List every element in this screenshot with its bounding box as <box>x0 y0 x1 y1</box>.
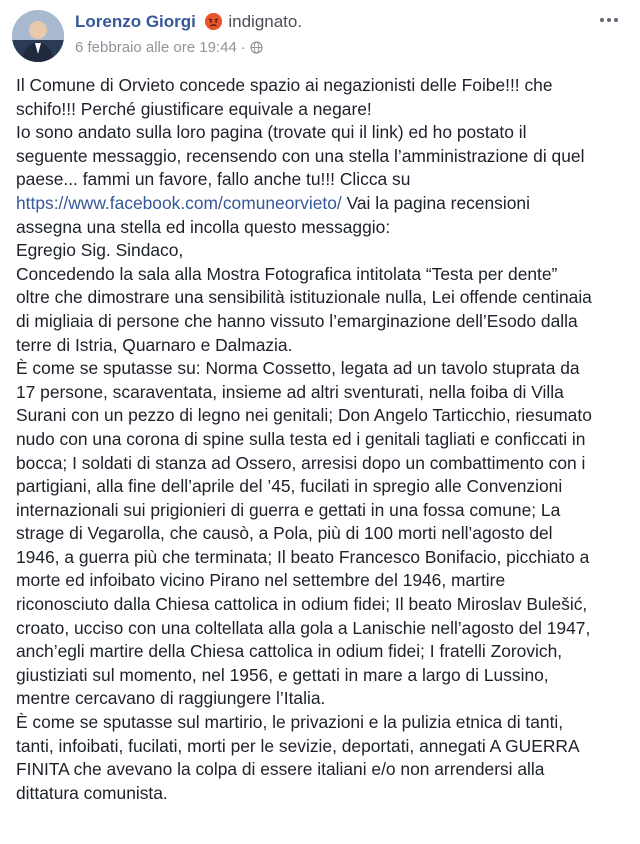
post-meta <box>75 39 263 56</box>
post-line: dittatura comunista. <box>16 782 168 803</box>
post-line: oltre che dimostrare una sensibilità istituzionale nulla, Lei offende centinaia <box>16 287 592 308</box>
post-line: assegna una stella ed incolla questo messaggio: <box>16 216 391 237</box>
author-line <box>75 12 302 32</box>
post-line: anch’egli martire della Chiesa cattolica in odium fidei; I fratelli Zorovich, <box>16 641 563 662</box>
post-line: morte ed infoibato vicino Pirano nel settembre del 1946, martire <box>16 570 506 591</box>
post-line: partigiani, alla fine dell’aprile del ’45, fucilati in spregio alle Convenzioni <box>16 476 563 497</box>
post-line: seguente messaggio, recensendo con una stella l’amministrazione di quel <box>16 145 585 166</box>
post-line: Concedendo la sala alla Mostra Fotografica intitolata “Testa per dente” <box>16 263 558 284</box>
post-timestamp[interactable]: 6 febbraio alle ore 19:44 <box>75 39 237 56</box>
post-line: È come se sputasse sul martirio, le privazioni e la pulizia etnica di tanti, <box>16 712 564 733</box>
post-line: FINITA che avevano la colpa di essere italiani e/o non arrendersi alla <box>16 759 545 780</box>
post-line: giustiziati sul momento, nel 1956, e gettati in mare a largo di Lussino, <box>16 664 549 685</box>
author-avatar[interactable] <box>12 10 64 62</box>
post-line: internazionali sui prigionieri di guerra e gettati in una fossa comune; La <box>16 499 561 520</box>
more-options-icon[interactable] <box>596 10 622 30</box>
post-line-text: Vai la pagina recensioni <box>341 192 530 213</box>
post-line: terre di Istria, Quarnaro e Dalmazia. <box>16 334 293 355</box>
post-line: riconosciuto dalla Chiesa cattolica in odium fidei; Il beato Miroslav Bulešić, <box>16 594 588 615</box>
feeling-text: indignato. <box>228 12 303 31</box>
post-text <box>16 74 628 805</box>
angry-face-icon <box>205 13 222 30</box>
comune-orvieto-link[interactable]: https://www.facebook.com/comuneorvieto/ <box>16 192 342 213</box>
post-line-with-link <box>16 192 628 216</box>
post-header <box>12 10 628 62</box>
post-line: mentre cercavano di raggiungere l’Italia. <box>16 688 326 709</box>
post-line: croato, ucciso con una coltellata alla gola a Lanischie nell’agosto del 1947, <box>16 617 591 638</box>
avatar-photo <box>12 10 64 62</box>
post-line: 17 persone, scaraventata, insieme ad altri sventurati, nella foiba di Villa <box>16 381 564 402</box>
post-line: strage di Vegarolla, che causò, a Pola, più di 100 morti nell’agosto del <box>16 523 553 544</box>
meta-separator: · <box>240 39 246 56</box>
post-line: È come se sputasse su: Norma Cossetto, legata ad un tavolo stuprata da <box>16 358 580 379</box>
author-name[interactable]: Lorenzo Giorgi <box>75 12 196 31</box>
post-line: Il Comune di Orvieto concede spazio ai negazionisti delle Foibe!!! che <box>16 75 553 95</box>
post-line: nudo con una corona di spine sulla testa ed i genitali tagliati e conficcati in <box>16 428 586 449</box>
post-line: tanti, infoibati, fucilati, morti per le sevizie, deportati, annegati A GUERRA <box>16 735 580 756</box>
post-line: Egregio Sig. Sindaco, <box>16 240 184 261</box>
post-line: 1946, a guerra più che terminata; Il beato Francesco Bonifacio, picchiato a <box>16 546 590 567</box>
globe-icon[interactable] <box>250 41 263 54</box>
post-line: schifo!!! Perché giustificare equivale a negare! <box>16 98 372 119</box>
post-line: di migliaia di persone che hanno vissuto l’emarginazione dell’Esodo dalla <box>16 310 578 331</box>
post-line: bocca; I soldati di stanza ad Ossero, arresisi dopo un combattimento con i <box>16 452 586 473</box>
post-line: Surani con un pezzo di legno nei genitali; Don Angelo Tarticchio, riesumato <box>16 405 592 426</box>
post-line: paese... fammi un favore, fallo anche tu!!! Clicca su <box>16 169 411 190</box>
post-line: Io sono andato sulla loro pagina (trovate qui il link) ed ho postato il <box>16 122 527 143</box>
